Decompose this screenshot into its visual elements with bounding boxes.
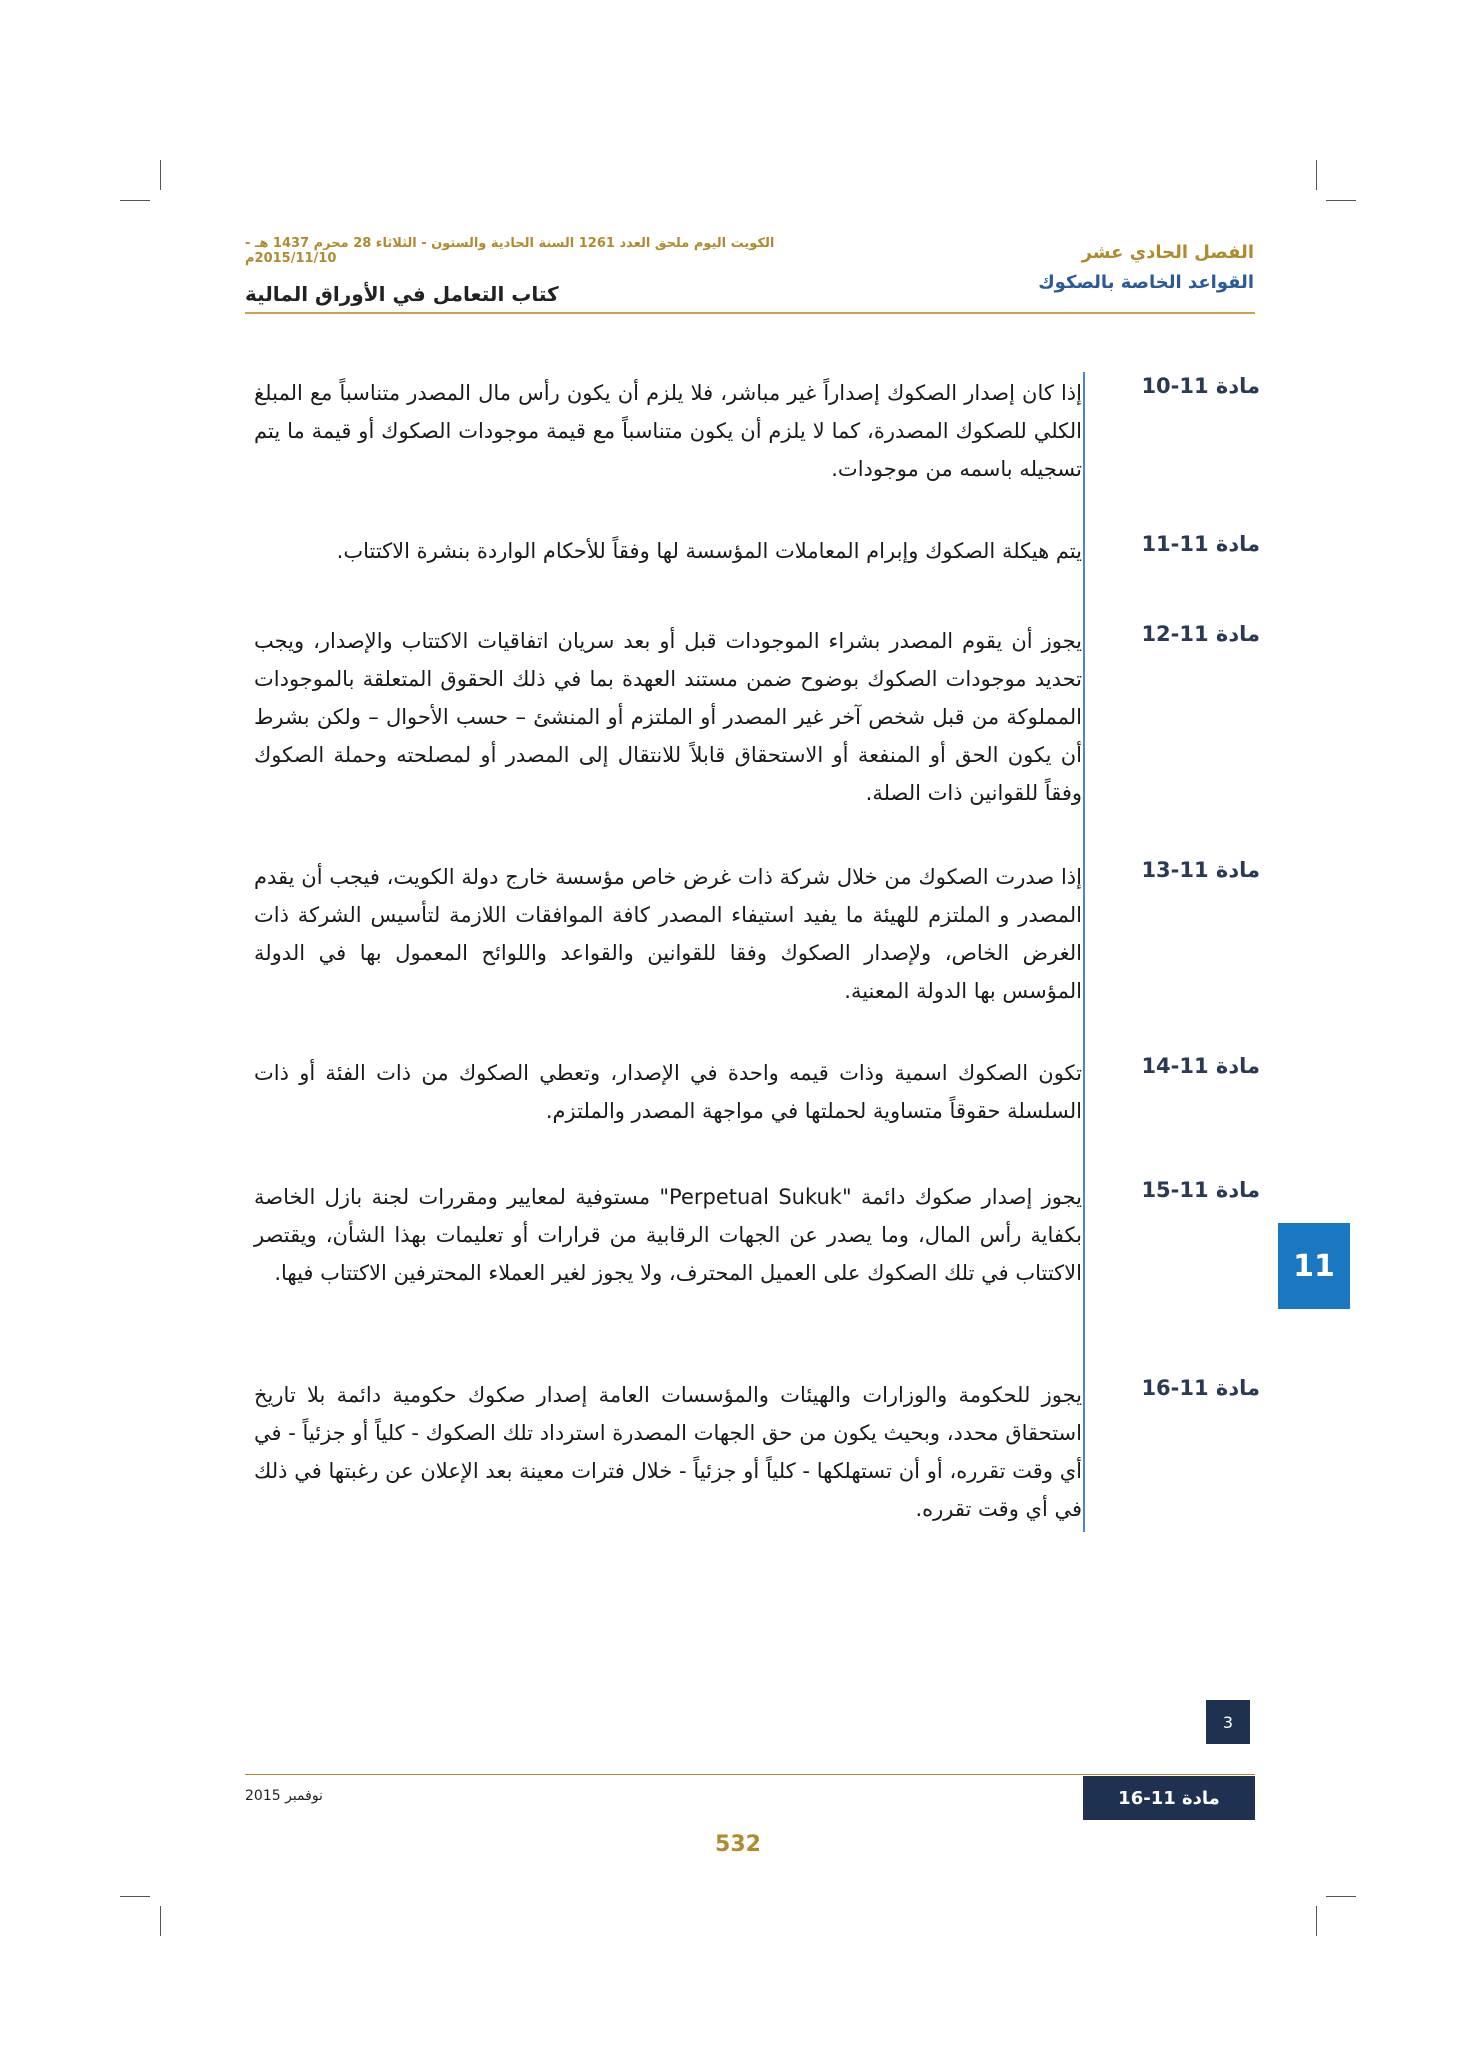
- crop-mark: [1316, 160, 1317, 190]
- crop-mark: [120, 200, 150, 201]
- article-text: يجوز للحكومة والوزارات والهيئات والمؤسسات العامة إصدار صكوك حكومية دائمة بلا تاريخ استحقاق محدد، وبحيث يكون من حق الجهات المصدرة استرداد تلك الصكوك - كلياً أو جزئياً - في أي وقت تقرره، أو أن تستهلكها - كلياً أو جزئياً - خلال فترات معينة بعد الإعلان عن رغبتها في ذلك في أي وقت تقرره.: [254, 1383, 1082, 1521]
- footer-article-range: مادة 11-16: [1083, 1776, 1255, 1820]
- crop-mark: [1326, 200, 1356, 201]
- article-label: مادة 11-13: [1141, 858, 1260, 882]
- gazette-source-line: الكويت اليوم ملحق العدد 1261 السنة الحادية والستون - الثلاثاء 28 محرم 1437 هـ - 2015/11/10م: [245, 236, 775, 266]
- page-number: 532: [715, 1832, 761, 1857]
- article-text: إذا كان إصدار الصكوك إصداراً غير مباشر، فلا يلزم أن يكون رأس مال المصدر متناسباً مع المبلغ الكلي للصكوك المصدرة، كما لا يلزم أن يكون متناسباً مع قيمة موجودات الصكوك أو قيمة ما يتم تسجيله باسمه من موجودات.: [254, 381, 1082, 481]
- chapter-subtitle: القواعد الخاصة بالصكوك: [1038, 272, 1254, 293]
- article-label: مادة 11-10: [1141, 374, 1260, 398]
- article-label: مادة 11-15: [1141, 1178, 1260, 1202]
- article-text: تكون الصكوك اسمية وذات قيمه واحدة في الإصدار، وتعطي الصكوك من ذات الفئة أو ذات السلسلة حقوقاً متساوية لحملتها في مواجهة المصدر والملتزم.: [254, 1061, 1082, 1123]
- footer-date: نوفمبر 2015: [245, 1788, 323, 1804]
- crop-mark: [160, 1906, 161, 1936]
- article-separator-line: [1083, 372, 1085, 1532]
- article-text: يجوز إصدار صكوك دائمة "Perpetual Sukuk" مستوفية لمعايير ومقررات لجنة بازل الخاصة بكفاية رأس المال، وما يصدر عن الجهات الرقابية من قرارات أو تعليمات بهذا الشأن، ويقتصر الاكتتاب في تلك الصكوك على العميل المحترف، ولا يجوز لغير العملاء المحترفين الاكتتاب فيها.: [254, 1185, 1082, 1285]
- crop-mark: [120, 1896, 150, 1897]
- article-label: مادة 11-12: [1141, 622, 1260, 646]
- crop-mark: [1326, 1896, 1356, 1897]
- footer-divider: [245, 1774, 1255, 1775]
- chapter-tab: 11: [1278, 1223, 1350, 1309]
- article-text: يجوز أن يقوم المصدر بشراء الموجودات قبل أو بعد سريان اتفاقيات الاكتتاب والإصدار، ويجب تحديد موجودات الصكوك بوضوح ضمن مستند العهدة بما في ذلك الحقوق المتعلقة بالموجودات المملوكة من قبل شخص آخر غير المصدر أو الملتزم أو المنشئ – حسب الأحوال – ولكن بشرط أن يكون الحق أو المنفعة أو الاستحقاق قابلاً للانتقال إلى المصدر أو لمصلحته وحملة الصكوك وفقاً للقوانين ذات الصلة.: [254, 629, 1082, 805]
- header-divider: [245, 312, 1255, 314]
- article-label: مادة 11-16: [1141, 1376, 1260, 1400]
- crop-mark: [1316, 1906, 1317, 1936]
- article-text: إذا صدرت الصكوك من خلال شركة ذات غرض خاص مؤسسة خارج دولة الكويت، فيجب أن يقدم المصدر و الملتزم للهيئة ما يفيد استيفاء المصدر كافة الموافقات اللازمة لتأسيس الشركة ذات الغرض الخاص، ولإصدار الصكوك وفقا للقوانين والقواعد واللوائح المعمول بها في الدولة المؤسس بها الدولة المعنية.: [254, 865, 1082, 1003]
- article-text: يتم هيكلة الصكوك وإبرام المعاملات المؤسسة لها وفقاً للأحكام الواردة بنشرة الاكتتاب.: [336, 539, 1082, 563]
- chapter-title: الفصل الحادي عشر: [1081, 242, 1254, 263]
- page-badge: 3: [1206, 1700, 1250, 1744]
- article-label: مادة 11-14: [1141, 1054, 1260, 1078]
- article-label: مادة 11-11: [1141, 532, 1260, 556]
- book-title: كتاب التعامل في الأوراق المالية: [245, 282, 559, 306]
- crop-mark: [160, 160, 161, 190]
